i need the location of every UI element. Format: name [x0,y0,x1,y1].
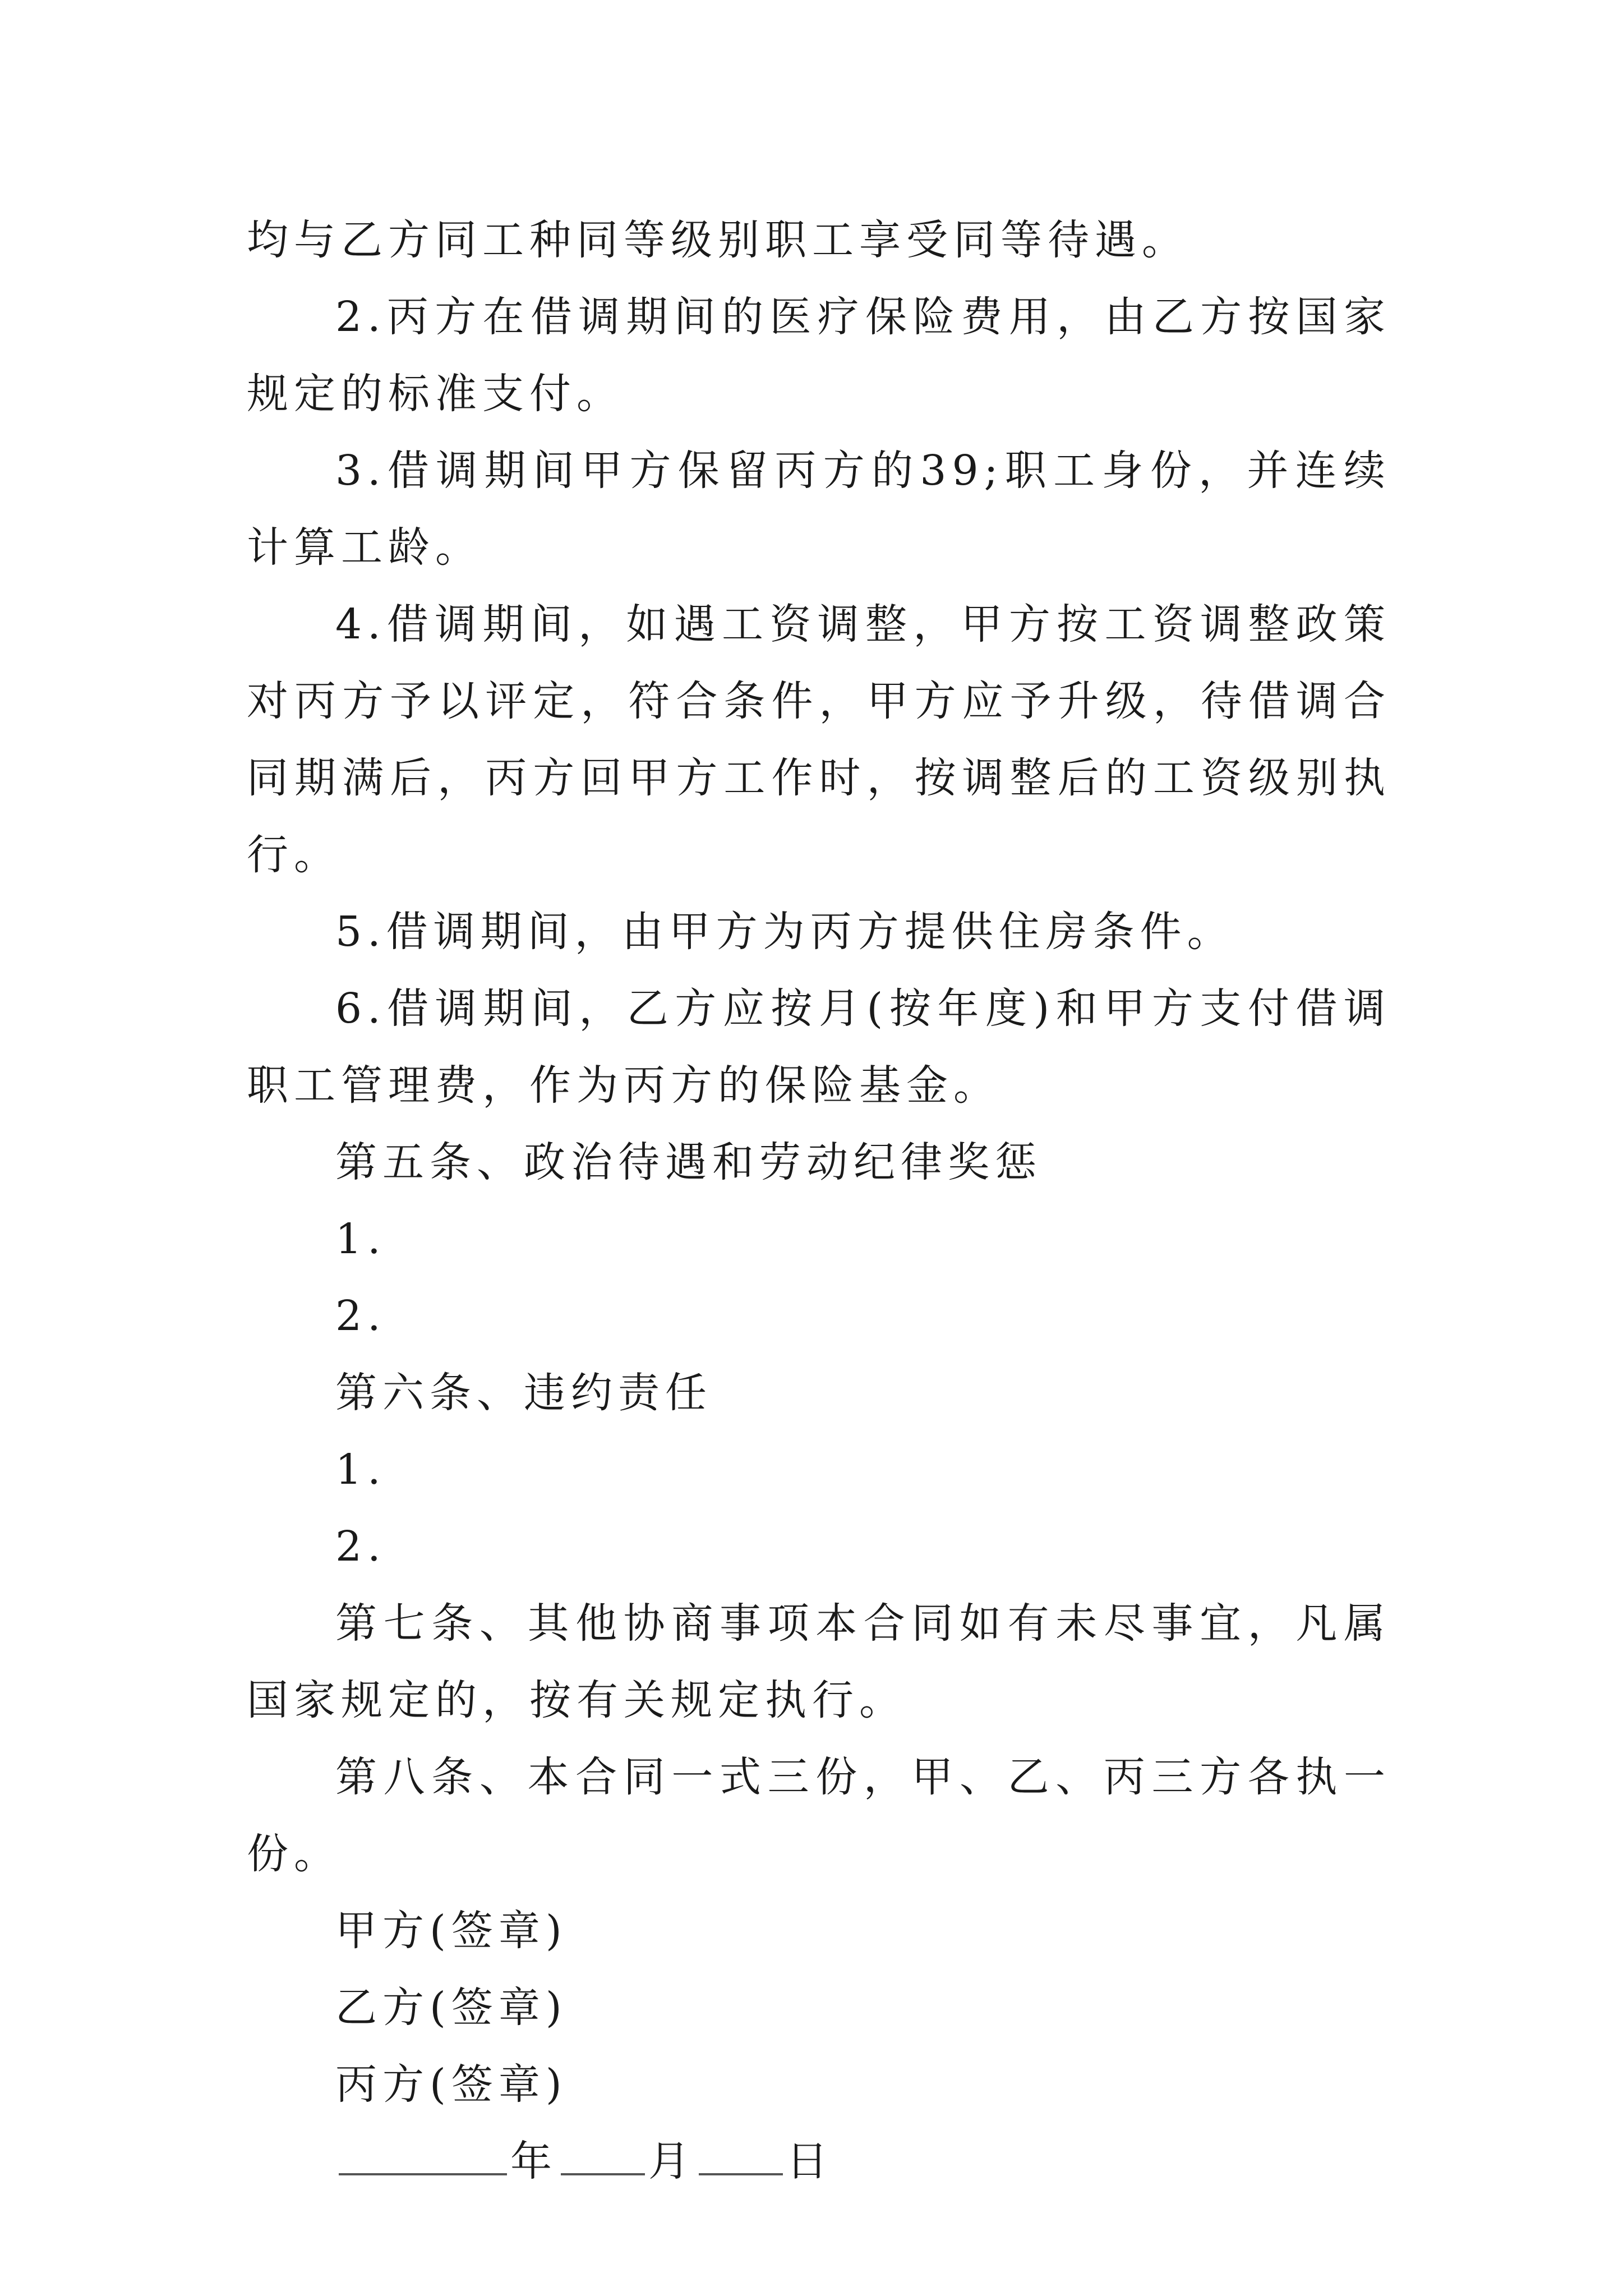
paragraph-item-3-status: 3.借调期间甲方保留丙方的39;职工身份，并连续计算工龄。 [247,447,1391,572]
paragraph-item-5-housing: 5.借调期间，由甲方为丙方提供住房条件。 [335,908,1234,956]
year-blank [339,2134,507,2175]
article-8: 第八条、本合同一式三份，甲、乙、丙三方各执一份。 [247,1753,1391,1878]
article-5-item-1: 1. [335,1215,386,1263]
day-blank [699,2134,783,2175]
signature-party-c: 丙方(签章) [335,2060,568,2109]
month-blank [561,2134,645,2175]
article-6-heading: 第六条、违约责任 [335,1369,712,1417]
paragraph-continuation: 均与乙方同工种同等级别职工享受同等待遇。 [247,216,1189,264]
paragraph-item-4-salary: 4.借调期间，如遇工资调整，甲方按工资调整政策对丙方予以评定，符合条件，甲方应予升级，待借调合同期满后，丙方回甲方工作时，按调整后的工资级别执行。 [247,600,1391,879]
article-5-item-2: 2. [335,1292,386,1340]
paragraph-item-6-fee: 6.借调期间，乙方应按月(按年度)和甲方支付借调职工管理费，作为丙方的保险基金。 [247,984,1391,1110]
document-body [247,202,1391,2200]
year-label: 年 [510,2137,557,2185]
article-7: 第七条、其他协商事项本合同如有未尽事宜，凡属国家规定的，按有关规定执行。 [247,1599,1391,1724]
article-6-item-1: 1. [335,1446,386,1494]
article-5-heading: 第五条、政治待遇和劳动纪律奖惩 [335,1138,1042,1186]
article-6-item-2: 2. [335,1522,386,1571]
paragraph-item-2-medical: 2.丙方在借调期间的医疗保险费用，由乙方按国家规定的标准支付。 [247,293,1391,418]
signature-party-a: 甲方(签章) [335,1907,568,1955]
day-label: 日 [786,2137,833,2185]
signature-party-b: 乙方(签章) [335,1984,568,2032]
date-line [247,2123,1391,2200]
month-label: 月 [648,2137,695,2185]
